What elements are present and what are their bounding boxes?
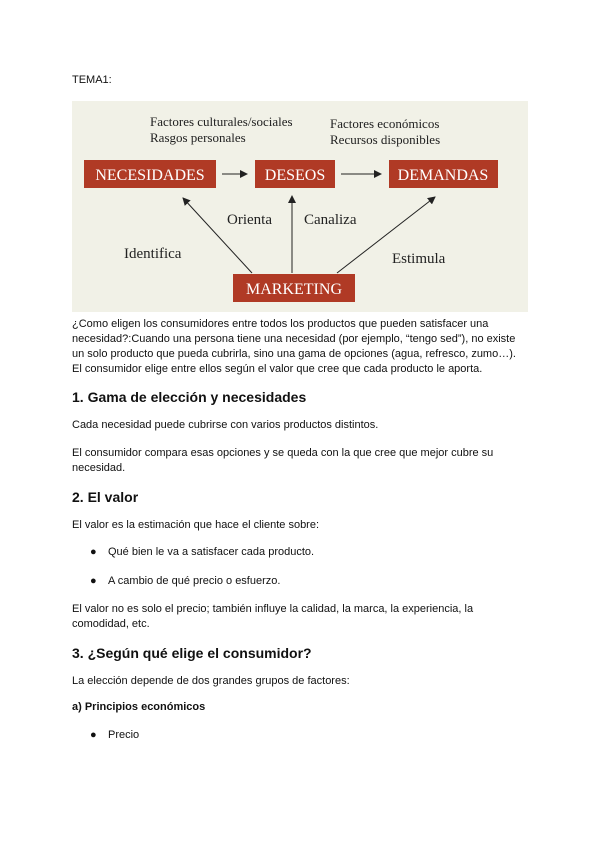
bullet-icon: ● <box>90 546 97 558</box>
bullet-icon: ● <box>90 729 97 741</box>
identifica-label: Identifica <box>124 246 182 262</box>
page-heading: TEMA1: <box>72 74 112 86</box>
section2-p2-line1: El valor no es solo el precio; también influye la calidad, la marca, la experiencia, la <box>72 603 474 615</box>
section2-bullet-2: A cambio de qué precio o esfuerzo. <box>108 575 281 587</box>
section3-title: 3. ¿Según qué elige el consumidor? <box>72 645 312 661</box>
section3-sub-a: a) Principios económicos <box>72 701 206 713</box>
bullet-icon: ● <box>90 575 97 587</box>
marketing-diagram <box>72 101 528 312</box>
section3-bullet-1: Precio <box>108 729 140 741</box>
section1-title: 1. Gama de elección y necesidades <box>72 389 307 405</box>
necesidades-label: NECESIDADES <box>95 167 205 184</box>
demandas-label: DEMANDAS <box>397 167 489 184</box>
top-right-line1: Factores económicos <box>330 116 440 131</box>
section3-p1: La elección depende de dos grandes grupos de factores: <box>72 675 350 687</box>
section2-title: 2. El valor <box>72 489 139 505</box>
deseos-label: DESEOS <box>264 167 326 184</box>
top-left-line2: Rasgos personales <box>150 130 246 145</box>
intro-line-2: necesidad?:Cuando una persona tiene una necesidad (por ejemplo, “tengo sed”), no existe <box>72 333 516 345</box>
intro-line-4: El consumidor elige entre ellos según el valor que cree que cada producto le aporta. <box>72 363 483 375</box>
canaliza-label: Canaliza <box>304 212 357 228</box>
intro-line-1: ¿Como eligen los consumidores entre todos los productos que pueden satisfacer una <box>72 318 489 330</box>
top-right-line2: Recursos disponibles <box>330 132 441 147</box>
estimula-label: Estimula <box>392 251 446 267</box>
section1-p2-line1: El consumidor compara esas opciones y se queda con la que cree que mejor cubre su <box>72 447 494 459</box>
top-left-line1: Factores culturales/sociales <box>150 114 293 129</box>
section2-bullet-1: Qué bien le va a satisfacer cada producto. <box>108 546 315 558</box>
section1-p2-line2: necesidad. <box>72 462 126 474</box>
section2-p1: El valor es la estimación que hace el cliente sobre: <box>72 519 320 531</box>
orienta-label: Orienta <box>227 212 272 228</box>
section2-p2-line2: comodidad, etc. <box>72 618 150 630</box>
marketing-label: MARKETING <box>246 281 342 298</box>
intro-line-3: un solo producto que pueda cubrirla, sino una gama de opciones (agua, refresco, zumo…). <box>72 348 516 360</box>
section1-p1: Cada necesidad puede cubrirse con varios productos distintos. <box>72 419 379 431</box>
